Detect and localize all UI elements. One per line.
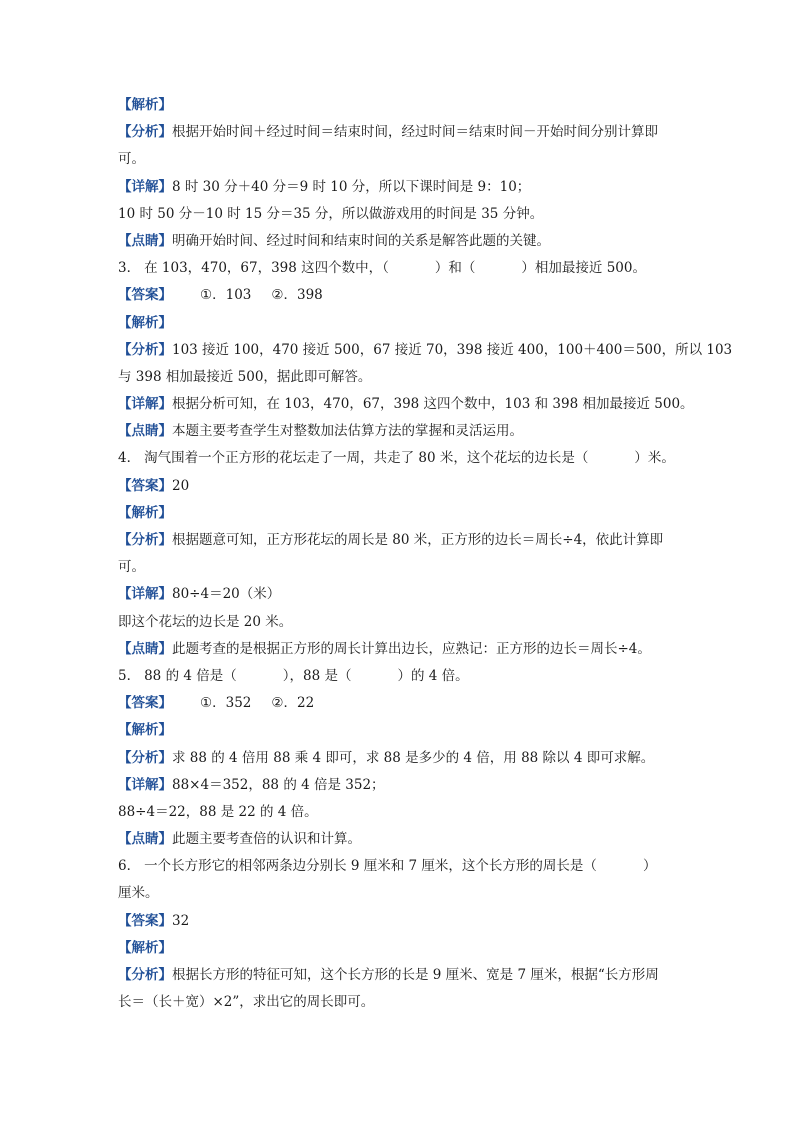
- jiexi-heading: 【解析】: [118, 97, 172, 113]
- question-6: 6． 一个长方形它的相邻两条边分别长 9 厘米和 7 厘米，这个长方形的周长是（ ）: [118, 858, 657, 875]
- analysis-line: 【分析】根据开始时间＋经过时间＝结束时间，经过时间＝结束时间－开始时间分别计算即: [118, 124, 658, 141]
- jiexi-heading: 【解析】: [118, 722, 172, 739]
- answer-line: 【答案】20: [118, 477, 190, 494]
- key-point-line: 【点睛】此题考查的是根据正方形的周长计算出边长，应熟记：正方形的边长＝周长÷4。: [118, 640, 651, 657]
- detail-line: 【详解】8 时 30 分＋40 分＝9 时 10 分，所以下课时间是 9：10；: [118, 178, 531, 195]
- detail-line-cont: 10 时 50 分－10 时 15 分＝35 分，所以做游戏用的时间是 35 分钟。: [118, 205, 544, 222]
- analysis-line: 【分析】103 接近 100，470 接近 500，67 接近 70，398 接近 400，100＋400＝500，所以 103: [118, 341, 733, 358]
- analysis-line-cont: 与 398 相加最接近 500，据此即可解答。: [118, 368, 372, 385]
- detail-line-cont: 88÷4＝22，88 是 22 的 4 倍。: [118, 803, 318, 820]
- detail-line: 【详解】88×4＝352，88 的 4 倍是 352；: [118, 776, 385, 793]
- question-6-cont: 厘米。: [118, 885, 159, 902]
- question-4: 4． 淘气围着一个正方形的花坛走了一周，共走了 80 米，这个花坛的边长是（ ）米。: [118, 450, 675, 467]
- question-5: 5． 88 的 4 倍是（ ），88 是（ ）的 4 倍。: [118, 667, 469, 684]
- analysis-line: 【分析】根据题意可知，正方形花坛的周长是 80 米，正方形的边长＝周长÷4，依此计算即: [118, 532, 664, 548]
- analysis-line-cont: 长＝（长＋宽）×2”，求出它的周长即可。: [118, 994, 375, 1011]
- answer-line: 【答案】 ①．103 ②．398: [118, 287, 323, 304]
- jiexi-heading: 【解析】: [118, 939, 172, 956]
- analysis-line: 【分析】根据长方形的特征可知，这个长方形的长是 9 厘米、宽是 7 厘米，根据“长方形周: [118, 967, 659, 983]
- detail-line: 【详解】根据分析可知，在 103，470，67，398 这四个数中，103 和 398 相加最接近 500。: [118, 396, 694, 413]
- jiexi-heading: 【解析】: [118, 314, 172, 331]
- detail-line: 【详解】80÷4＝20（米）: [118, 586, 281, 603]
- key-point-line: 【点睛】此题主要考查倍的认识和计算。: [118, 831, 361, 848]
- jiexi-heading: 【解析】: [118, 504, 172, 521]
- key-point-line: 【点睛】明确开始时间、经过时间和结束时间的关系是解答此题的关键。: [118, 232, 550, 249]
- detail-line-cont: 即这个花坛的边长是 20 米。: [118, 613, 293, 630]
- answer-line: 【答案】 ①．352 ②．22: [118, 695, 315, 712]
- analysis-line-cont: 可。: [118, 151, 145, 168]
- answer-line: 【答案】32: [118, 912, 190, 929]
- question-3: 3． 在 103，470，67，398 这四个数中，（ ）和（ ）相加最接近 500。: [118, 260, 646, 277]
- analysis-line: 【分析】求 88 的 4 倍用 88 乘 4 即可，求 88 是多少的 4 倍，用 88 除以 4 即可求解。: [118, 749, 655, 766]
- document-content: [118, 92, 733, 1016]
- analysis-line-cont: 可。: [118, 559, 145, 576]
- key-point-line: 【点睛】本题主要考查学生对整数加法估算方法的掌握和灵活运用。: [118, 423, 523, 440]
